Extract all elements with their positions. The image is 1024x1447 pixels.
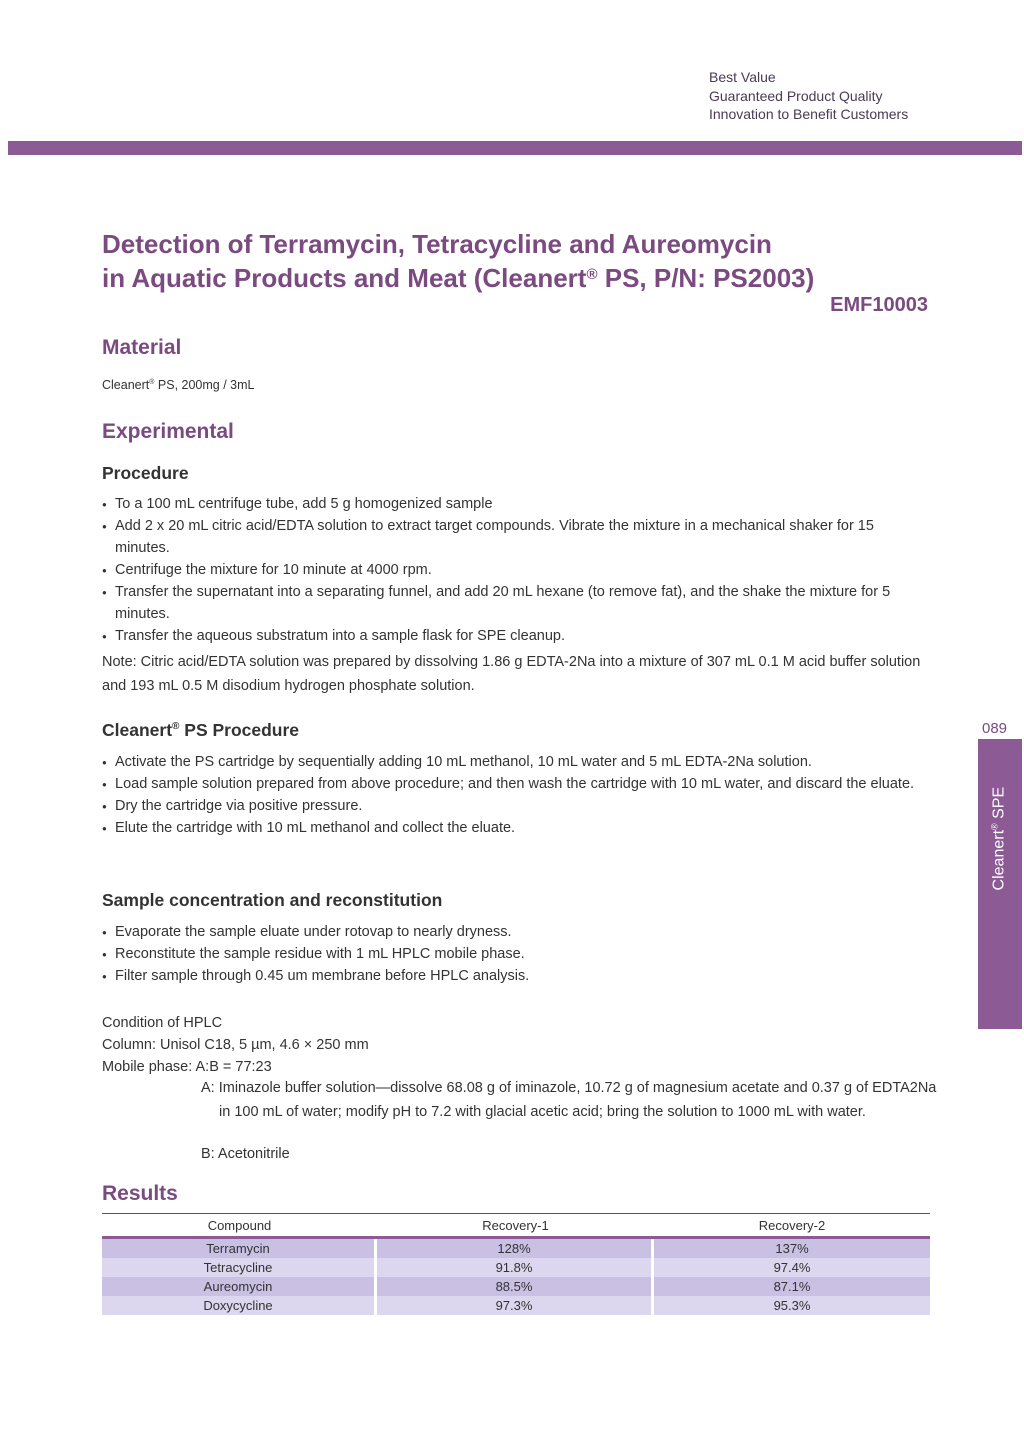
header-color-bar	[8, 141, 1022, 155]
title-line-1: Detection of Terramycin, Tetracycline and Aureomycin	[102, 229, 772, 259]
ps-heading-end: PS Procedure	[179, 720, 300, 740]
table-cell: 88.5%	[377, 1277, 654, 1296]
list-item: ● Elute the cartridge with 10 mL methanol and collect the eluate.	[102, 817, 922, 839]
procedure-note: Note: Citric acid/EDTA solution was prepared by dissolving 1.86 g EDTA-2Na into a mixture of 307 mL 0.1 M acid buffer solution and 193 mL 0.5 M disodium hydrogen phosphate solution.	[102, 654, 921, 694]
table-cell: 95.3%	[654, 1296, 930, 1315]
results-table	[102, 1213, 930, 1315]
table-header-row	[102, 1213, 930, 1239]
table-cell: 87.1%	[654, 1277, 930, 1296]
ps-procedure-steps	[102, 751, 922, 839]
registered-mark: ®	[172, 721, 180, 733]
procedure-steps	[102, 493, 922, 647]
list-item: ● Evaporate the sample eluate under rotovap to nearly dryness.	[102, 921, 922, 943]
document-title	[102, 227, 932, 295]
page-number: 089	[982, 720, 1008, 737]
list-item: ● Transfer the aqueous substratum into a sample flask for SPE cleanup.	[102, 625, 922, 647]
list-item: ● Filter sample through 0.45 um membrane before HPLC analysis.	[102, 965, 922, 987]
table-cell: Aureomycin	[102, 1277, 377, 1296]
column-header: Recovery-1	[377, 1213, 654, 1239]
list-item: ● Load sample solution prepared from above procedure; and then wash the cartridge with 10 mL water, and discard the eluate.	[102, 773, 922, 795]
document-code: EMF10003	[830, 294, 928, 316]
material-text-end: PS, 200mg / 3mL	[154, 378, 255, 392]
table-cell: 128%	[377, 1239, 654, 1258]
list-item: ● Add 2 x 20 mL citric acid/EDTA solution to extract target compounds. Vibrate the mixture in a mechanical shaker for 15 minutes.	[102, 515, 922, 559]
table-cell: 97.4%	[654, 1258, 930, 1277]
material-text-start: Cleanert	[102, 378, 150, 392]
table-cell: Doxycycline	[102, 1296, 377, 1315]
hplc-phase-a: A: Iminazole buffer solution—dissolve 68.08 g of iminazole, 10.72 g of magnesium acetate and 0.37 g of EDTA2Na in 100 mL of water; modify pH to 7.2 with glacial acetic acid; bring the solution to 1000 mL with water.	[201, 1080, 937, 1120]
table-cell: Terramycin	[102, 1239, 377, 1258]
list-item: ● Activate the PS cartridge by sequentially adding 10 mL methanol, 10 mL water and 5 mL EDTA-2Na solution.	[102, 751, 922, 773]
section-side-tab	[978, 739, 1022, 1029]
table-row	[102, 1239, 930, 1258]
table-row	[102, 1296, 930, 1315]
ps-procedure-heading	[102, 720, 299, 741]
side-tab-label-end: SPE	[990, 786, 1008, 824]
concentration-steps	[102, 921, 922, 987]
tagline-line: Best Value	[709, 69, 776, 85]
material-heading: Material	[102, 336, 182, 359]
tagline-line: Innovation to Benefit Customers	[709, 106, 909, 122]
ps-heading-start: Cleanert	[102, 720, 173, 740]
table-cell: Tetracycline	[102, 1258, 377, 1277]
list-item: ● Reconstitute the sample residue with 1 mL HPLC mobile phase.	[102, 943, 922, 965]
side-tab-label	[989, 779, 1008, 899]
table-row	[102, 1277, 930, 1296]
table-cell: 137%	[654, 1239, 930, 1258]
column-header: Recovery-2	[654, 1213, 930, 1239]
list-item: ● Centrifuge the mixture for 10 minute at 4000 rpm.	[102, 559, 922, 581]
table-cell: 91.8%	[377, 1258, 654, 1277]
column-header: Compound	[102, 1213, 377, 1239]
title-line-2-text-end: PS, P/N: PS2003)	[597, 263, 815, 293]
registered-mark: ®	[989, 823, 1000, 830]
list-item: ● Transfer the supernatant into a separating funnel, and add 20 mL hexane (to remove fat), and the shake the mixture for 5 minutes.	[102, 581, 922, 625]
material-text	[102, 378, 254, 392]
hplc-column: Column: Unisol C18, 5 µm, 4.6 × 250 mm	[102, 1037, 369, 1053]
list-item: ● To a 100 mL centrifuge tube, add 5 g homogenized sample	[102, 493, 922, 515]
hplc-mobile-phase: Mobile phase: A:B = 77:23	[102, 1059, 272, 1075]
experimental-heading: Experimental	[102, 420, 234, 443]
list-item: ● Dry the cartridge via positive pressure.	[102, 795, 922, 817]
title-line-2	[102, 261, 932, 295]
registered-mark: ®	[586, 266, 598, 283]
tagline-line: Guaranteed Product Quality	[709, 87, 883, 104]
results-heading: Results	[102, 1182, 178, 1205]
hplc-phase-b: B: Acetonitrile	[201, 1146, 290, 1162]
table-cell: 97.3%	[377, 1296, 654, 1315]
title-line-2-text: in Aquatic Products and Meat (Cleanert	[102, 263, 587, 293]
table-row	[102, 1258, 930, 1277]
side-tab-label-start: Cleanert	[990, 829, 1008, 891]
procedure-heading: Procedure	[102, 463, 189, 483]
concentration-heading: Sample concentration and reconstitution	[102, 890, 443, 910]
hplc-condition: Condition of HPLC	[102, 1015, 223, 1031]
header-tagline	[709, 68, 908, 124]
registered-mark: ®	[149, 378, 155, 386]
